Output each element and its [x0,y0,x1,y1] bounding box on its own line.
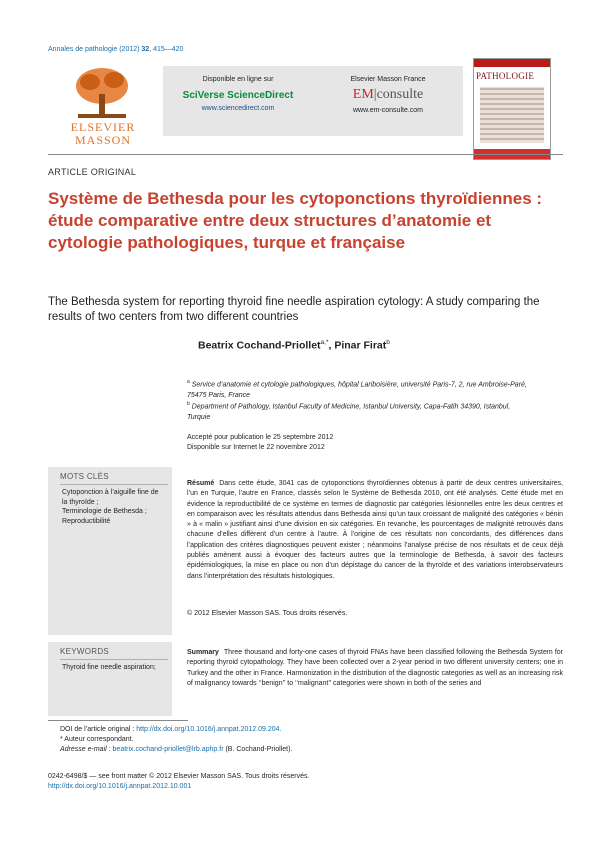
publisher-banner [48,58,563,148]
journal-reference [48,46,183,53]
emconsulte-block [313,76,463,114]
accepted-date: Accepté pour publication le 25 septembre 2012 [187,434,334,441]
summary-label: Summary [187,649,219,656]
footnote-divider [48,720,188,721]
mots-cles-box [48,467,172,635]
summary-abstract [187,648,563,689]
journal-cover-thumbnail [473,58,551,160]
sciencedirect-logo[interactable]: SciVerse ScienceDirect [182,90,294,101]
journal-pages: , 415—420 [149,46,184,53]
availability-box [163,66,463,136]
keywords-box [48,642,172,716]
author-affil-sup: b [386,339,390,346]
resume-abstract [187,479,563,582]
journal-name: Annales de pathologie (2012) [48,46,142,53]
author-name: Beatrix Cochand-Priollet [198,339,321,352]
footnote-corresponding: * Auteur correspondant. [60,736,134,743]
cover-image [480,87,544,143]
author-list: Beatrix Cochand-Priollet$^{a,*}$, Pinar Firat$^b$ [198,339,390,352]
author-email-link[interactable]: beatrix.cochand-priollet@lrb.aphp.fr [112,746,224,753]
available-online-label: Disponible en ligne sur [202,76,274,83]
publisher-name-masson: MASSON [74,133,131,147]
title-french: Système de Bethesda pour les cytoponctions thyroïdiennes : étude comparative entre deux structures d’anatomie et cytologie pathologiques, turque et française [48,189,543,252]
elsevier-logo [48,64,158,147]
resume-text: Dans cette étude, 3041 cas de cytoponctions thyroïdiennes obtenus à partir de deux centres universitaires, l’un en Turquie, l’autre en France, classés selon le Système de Bethesda 2010, ont été analysés. Cette étude met en évidence la reproductibilité de ce système en termes de diagnostic par catégories lésionnelles entre les deux centres et en comparaison avec les résultats attendus dans Bethesda ainsi qu’un taux croissant de malignité des catégories « bénin » à « malin » justifiant ainsi d’une division en six catégories. En revanche, les pourcentages de malignité retrouvés dans chacune d’elles diffèrent d’un centre à l’autre. À l’origine de ces résultats non concordants, des différences dans l’application des critères diagnostiques peuvent exister ; néanmoins l’analyse précise de nos résultats et de ceux déjà publiés amènent aussi à évoquer des facteurs autres que la terminologie de Bethesda, à savoir des facteurs épidémiologiques, la mise en place ou non d’un dépistage du cancer de la thyroïde et des variations interobservateurs dans l’interprétation des résultats histologiques. [187,480,563,580]
mots-cles-title: MOTS CLÉS [60,472,109,481]
article-type: ARTICLE ORIGINAL [48,167,137,177]
keywords-title: KEYWORDS [60,647,110,656]
cover-title: PATHOLOGIE [476,71,535,81]
copyright-line: © 2012 Elsevier Masson SAS. Tous droits réservés. [187,610,348,617]
publisher-france-label: Elsevier Masson France [350,76,426,83]
elsevier-tree-icon [70,64,134,120]
publisher-name-elsevier: ELSEVIER [70,120,136,134]
title-english: The Bethesda system for reporting thyroid fine needle aspiration cytology: A study comparing the results of two centers from two different countries [48,296,540,323]
emconsulte-url[interactable]: www.em-consulte.com [352,107,424,114]
keyword-item: Cytoponction à l’aiguille fine de la thyroïde ; [62,489,159,506]
keyword-item: Thyroid fine needle aspiration; [62,664,156,671]
summary-text: Three thousand and forty-one cases of thyroid FNAs have been classified following the Bethesda System for reporting thyroid cytopathology. They have been collected over a 2-year period in two different university centers; one in Turkey and the other in France. Harmonization in the distribution of the diagnostic categories as well as an increasing risk of malignancy towards ‘‘benign’’ to ‘‘malignant’’ categories were shown in both of the series and [187,649,563,687]
issn-line: 0242-6498/$ — see front matter © 2012 Elsevier Masson SAS. Tous droits réservés. [48,773,310,780]
original-doi-link[interactable]: http://dx.doi.org/10.1016/j.annpat.2012.09.204. [136,726,282,733]
resume-label: Résumé [187,480,215,487]
author-name: Pinar Firat [334,339,387,352]
publication-dates [187,433,333,453]
sciencedirect-block [163,76,313,112]
sciencedirect-url[interactable]: www.sciencedirect.com [201,105,275,112]
keyword-item: Terminologie de Bethesda ; [62,508,147,515]
footnote-email: Adresse e-mail : beatrix.cochand-priollet@lrb.aphp.fr (B. Cochand-Priollet). [60,746,293,753]
emconsulte-logo[interactable]: EM|consulte [352,87,424,102]
footnote-doi: DOI de l’article original : http://dx.doi.org/10.1016/j.annpat.2012.09.204. [60,726,282,733]
affiliation: $^a$ Service d’anatomie et cytologie pathologiques, hôpital Lariboisière, université Paris-7, 2, rue Ambroise-Paré, 75475 Paris, France [187,379,527,399]
online-date: Disponible sur Internet le 22 novembre 2012 [187,444,325,451]
header-divider [48,154,563,155]
article-doi-link[interactable]: http://dx.doi.org/10.1016/j.annpat.2012.10.001 [48,783,192,790]
keyword-item: Reproductibilité [62,517,111,525]
author-affil-sup: a,* [320,339,329,346]
affiliation: $^b$ Department of Pathology, Istanbul Faculty of Medicine, Istanbul University, Capa-Fatih 34390, Istanbul, Turquie [187,401,511,421]
journal-volume: 32 [141,46,150,53]
